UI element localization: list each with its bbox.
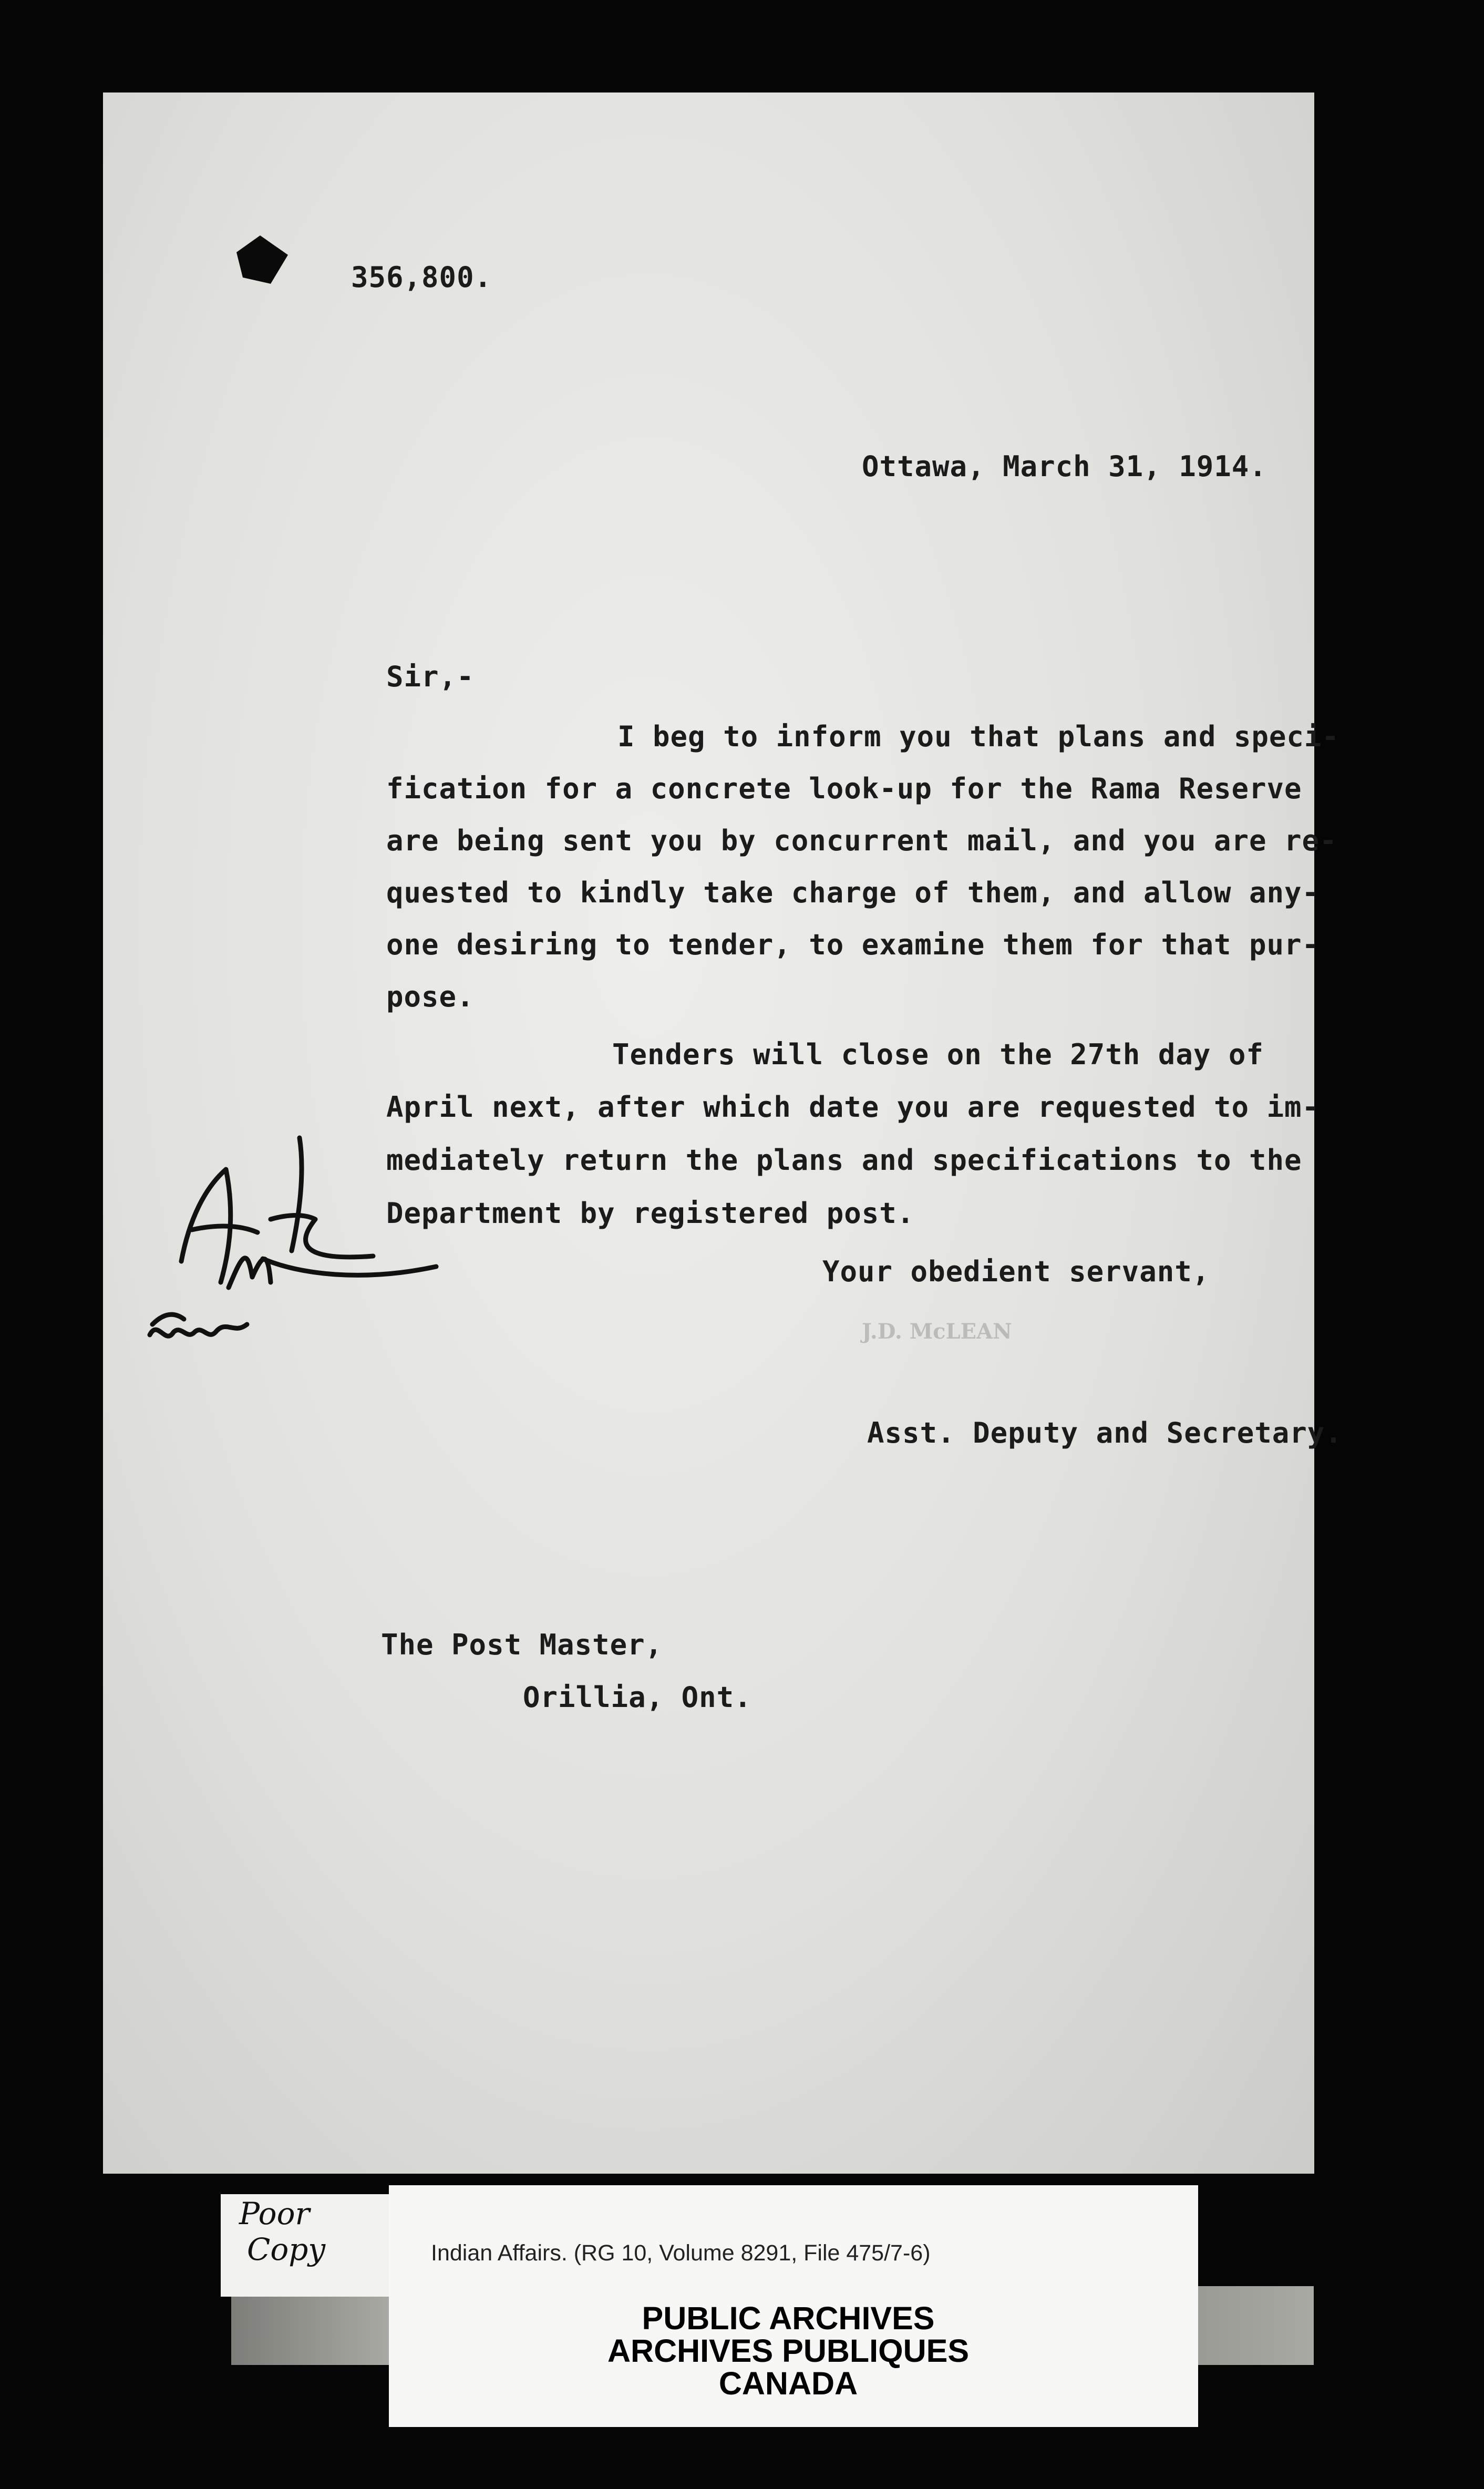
archives-name-line: CANADA (718, 2365, 858, 2401)
poor-copy-note: Copy (247, 2231, 326, 2267)
archival-reference: Indian Affairs. (RG 10, Volume 8291, File 475/7-6) (431, 2240, 931, 2266)
body-line: Department by registered post. (386, 1197, 915, 1230)
body-line: April next, after which date you are requested to im- (386, 1091, 1320, 1124)
body-line: pose. (386, 980, 475, 1013)
body-line: are being sent you by concurrent mail, and you are re- (386, 824, 1337, 857)
body-line: one desiring to tender, to examine them for that pur- (386, 928, 1320, 961)
recipient-line: Orillia, Ont. (523, 1681, 752, 1714)
archives-name-line: ARCHIVES PUBLIQUES (607, 2333, 970, 2369)
signer-title: Asst. Deputy and Secretary. (867, 1416, 1343, 1449)
ink-blot (231, 231, 294, 289)
archives-name-line: PUBLIC ARCHIVES (642, 2300, 935, 2336)
body-line: Tenders will close on the 27th day of (612, 1038, 1264, 1071)
recipient-line: The Post Master, (381, 1628, 663, 1661)
salutation: Sir,- (386, 660, 475, 693)
body-line: mediately return the plans and specifications to the (386, 1144, 1302, 1177)
closing: Your obedient servant, (822, 1255, 1210, 1288)
body-line: quested to kindly take charge of them, and allow any- (386, 876, 1320, 909)
body-line: I beg to inform you that plans and speci- (617, 720, 1339, 753)
poor-copy-note: Poor (239, 2196, 310, 2231)
handwritten-initials (142, 1125, 499, 1387)
date-line: Ottawa, March 31, 1914. (862, 450, 1267, 483)
signature-stamp: J.D. McLEAN (862, 1319, 1012, 1344)
file-number: 356,800. (351, 261, 492, 294)
body-line: fication for a concrete look-up for the Rama Reserve (386, 772, 1302, 805)
